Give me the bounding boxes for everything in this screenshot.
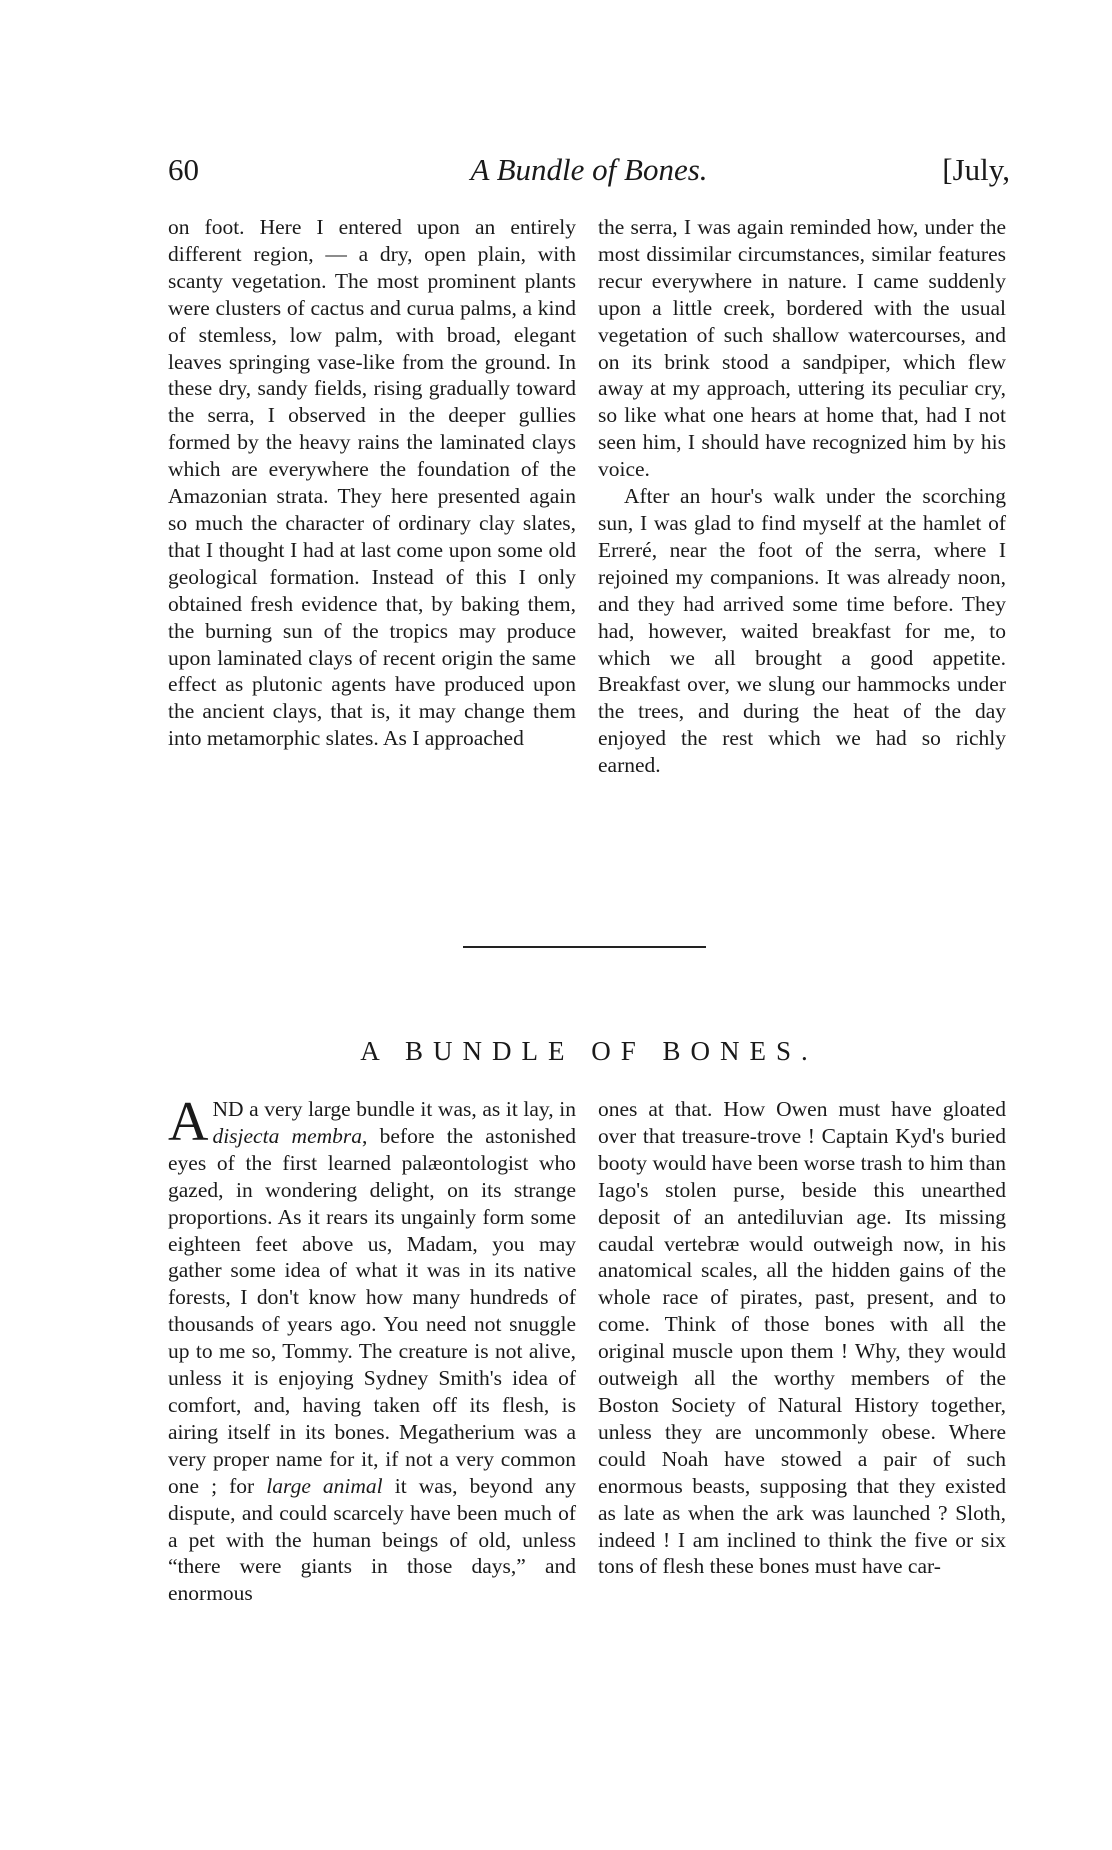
paragraph: the serra, I was again reminded how, under the most dissimilar circumstances, similar features recur everywhere in nature. I came suddenly upon a little creek, bordered with the usual vegetation of such shallow watercourses, and on its brink stood a sandpiper, which flew away at my approach, uttering its peculiar cry, so like what one hears at home that, had I not seen him, I should have recognized him by his voice. <box>598 215 1006 482</box>
article-title: A BUNDLE OF BONES. <box>360 1036 818 1066</box>
text-run: it was, beyond any dispute, and could scarcely have been much of a pet with the human beings of old, unless “there were giants in those days,” and enormous <box>168 1473 576 1606</box>
paragraph: After an hour's walk under the scorching sun, I was glad to find myself at the hamlet of Erreré, near the foot of the serra, where I rejoined my companions. It was already noon, and they had arrived some time before. They had, however, waited breakfast for me, to which we all brought a good appetite. Breakfast over, we slung our hammocks under the trees, and during the heat of the day enjoyed the rest which we had so richly earned. <box>598 484 1006 778</box>
italic-phrase: disjecta membra <box>212 1123 363 1148</box>
page-number: 60 <box>168 152 199 187</box>
section-divider <box>463 946 706 948</box>
paragraph: ones at that. How Owen must have gloated over that treasure-trove ! Captain Kyd's buried booty would have been worse trash to him than Iago's stolen purse, beside this unearthed deposit of an antediluvian age. Its missing caudal vertebræ would outweigh now, in his anatomical scales, all the hidden gains of the whole race of pirates, past, present, and to come. Think of those bones with all the original muscle upon them ! Why, they would outweigh all the worthy members of the Boston Society of Natural History together, unless they are uncommonly obese. Where could Noah have stowed a pair of such enormous beasts, supposing that they existed as late as when the ark was launched ? Sloth, indeed ! I am inclined to think the five or six tons of flesh these bones must have car- <box>598 1097 1006 1579</box>
text-run: , before the astonished eyes of the first learned palæontologist who gazed, in wondering delight, on its strange proportions. As it rears its ungainly form some eighteen feet above us, Madam, you may gather some idea of what it was in its native forests, I don't know how many hundreds of thousands of years ago. You need not snuggle up to me so, Tommy. The creature is not alive, unless it is enjoying Sydney Smith's idea of comfort, and, having taken off its flesh, is airing itself in its bones. Megatherium was a very proper name for it, if not a very common one ; for <box>168 1123 576 1498</box>
opening-paragraph <box>168 1091 576 1607</box>
running-head <box>168 152 1010 196</box>
text-run: ND a very large bundle it was, as it lay, in <box>212 1097 576 1121</box>
paragraph: on foot. Here I entered upon an entirely different region, — a dry, open plain, with scanty vegetation. The most prominent plants were clusters of cactus and curua palms, a kind of stemless, low palm, with broad, elegant leaves springing vase-like from the ground. In these dry, sandy fields, rising gradually toward the serra, I observed in the deeper gullies formed by the heavy rains the laminated clays which are everywhere the foundation of the Amazonian strata. They here presented again so much the character of ordinary clay slates, that I thought I had at last come upon some old geological formation. Instead of this I only obtained fresh evidence that, by baking them, the burning sun of the tropics may produce upon laminated clays of recent origin the same effect as plutonic agents have produced upon the ancient clays, that is, it may change them into metamorphic slates. As I approached <box>168 215 576 751</box>
italic-phrase: large animal <box>266 1473 383 1498</box>
running-date: [July, <box>942 152 1010 187</box>
article-right-column <box>598 1096 1006 1580</box>
article-left-column <box>168 1091 576 1607</box>
previous-article-left-column <box>168 214 576 752</box>
running-title: A Bundle of Bones. <box>470 152 708 187</box>
drop-cap: A <box>168 1091 209 1153</box>
previous-article-right-column <box>598 214 1006 779</box>
